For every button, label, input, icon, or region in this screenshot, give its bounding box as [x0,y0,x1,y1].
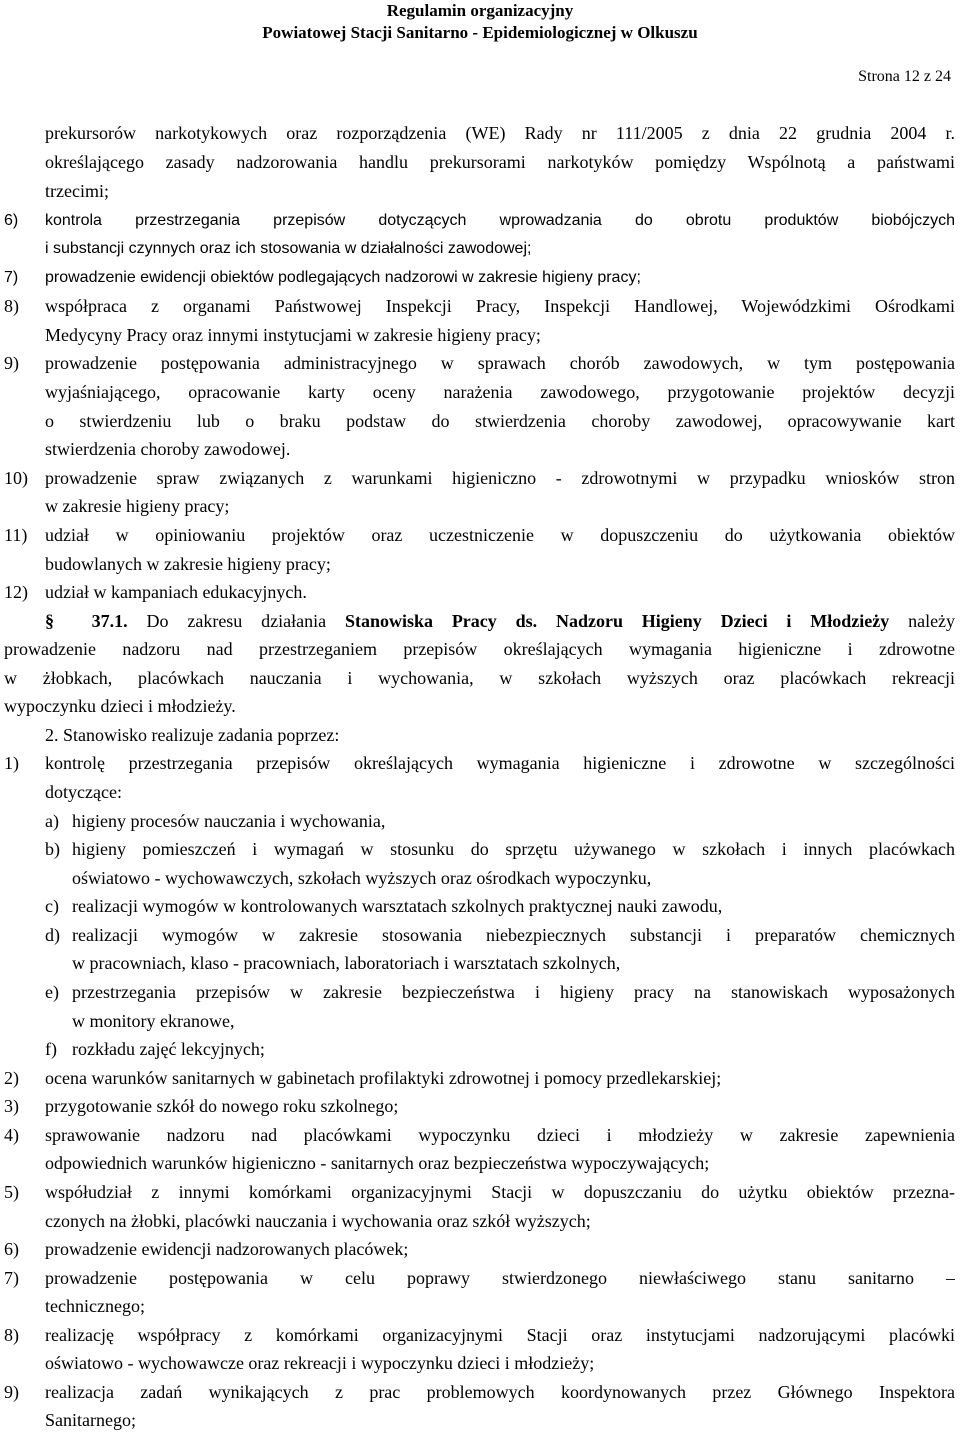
line-text: udział w opiniowaniu projektów oraz uczestniczenie w dopuszczeniu do użytkowania obiektów [45,525,955,545]
list-number: 3) [4,1096,19,1116]
line-text: współpraca z organami Państwowej Inspekcji Pracy, Inspekcji Handlowej, Wojewódzkimi Ośrodkami [45,296,955,316]
line-text: o stwierdzeniu lub o braku podstaw do stwierdzenia choroby zawodowej, opracowywanie kart [45,411,955,431]
line-text: oświatowo - wychowawcze oraz rekreacji i wypoczynku dzieci i młodzieży; [45,1353,595,1373]
line-text: kontrolę przestrzegania przepisów określających wymagania higieniczne i zdrowotne w szczególności [45,753,955,773]
list-number: 4) [4,1125,19,1145]
line-text: prowadzenie spraw związanych z warunkami higieniczno - zdrowotnymi w przypadku wniosków stron [45,468,955,488]
line-text: trzecimi; [45,181,109,201]
section-title: Stanowiska Pracy ds. Nadzoru Higieny Dzieci i Młodzieży [344,611,890,631]
list-number: 10) [4,468,28,488]
line-text: określającego zasady nadzorowania handlu prekursorami narkotyków pomiędzy Wspólnotą a państwami [45,152,955,172]
list-number: 5) [4,1182,19,1202]
line-text: prowadzenie postępowania w celu poprawy stwierdzonego niewłaściwego stanu sanitarno – [45,1268,955,1288]
list-number: 12) [4,582,28,602]
line-text: higieny pomieszczeń i wymagań w stosunku do sprzętu używanego w szkołach i innych placówkach [72,839,955,859]
line-text: Medycyny Pracy oraz innymi instytucjami w zakresie higieny pracy; [45,325,541,345]
line-text: rozkładu zajęć lekcyjnych; [72,1039,265,1059]
line-text: w żłobkach, placówkach nauczania i wychowania, w szkołach wyższych oraz placówkach rekreacji [4,668,955,688]
section-intro: Do zakresu działania [146,611,327,631]
list-number: d) [45,925,60,945]
list-number: 7) [4,269,19,286]
line-text: realizację współpracy z komórkami organizacyjnymi Stacji oraz instytucjami nadzorującymi placówki [45,1325,955,1345]
list-number: 7) [4,1268,19,1288]
line-text: przygotowanie szkół do nowego roku szkolnego; [45,1096,399,1116]
line-text: prowadzenie ewidencji nadzorowanych placówek; [45,1239,409,1259]
header-subtitle: Powiatowej Stacji Sanitarno - Epidemiologicznej w Olkuszu [262,23,698,42]
line-text: technicznego; [45,1296,145,1316]
list-number: 2) [4,1068,19,1088]
list-number: c) [45,896,59,916]
line-text: przestrzegania przepisów w zakresie bezpieczeństwa i higieny pracy na stanowiskach wyposażonych [72,982,955,1002]
line-text: wypoczynku dzieci i młodzieży. [4,696,236,716]
line-text: Sanitarnego; [45,1410,136,1430]
list-number: 9) [4,353,19,373]
line-text: realizacji wymogów w zakresie stosowania niebezpiecznych substancji i preparatów chemicznych [72,925,955,945]
list-number: 9) [4,1382,19,1402]
list-number: 6) [4,1239,19,1259]
line-text: odpowiednich warunków higieniczno - sanitarnych oraz bezpieczeństwa wypoczywających; [45,1153,710,1173]
list-number: 8) [4,1325,19,1345]
line-text: 2. Stanowisko realizuje zadania poprzez: [45,725,340,745]
list-number: f) [45,1039,57,1059]
section-verb: należy [908,611,955,631]
line-text: prowadzenie nadzoru nad przestrzeganiem przepisów określających wymagania higieniczne i zdrowotne [4,639,955,659]
line-text: współudział z innymi komórkami organizacyjnymi Stacji w dopuszczaniu do użytku obiektów przezna- [45,1182,955,1202]
line-text: wyjaśniającego, opracowanie karty oceny narażenia zawodowego, przygotowanie projektów decyzji [45,382,955,402]
section-heading [45,610,955,632]
list-number: 1) [4,753,19,773]
line-text: realizacja zadań wynikających z prac problemowych koordynowanych przez Głównego Inspektora [45,1382,955,1402]
list-number: 11) [4,525,28,545]
section-number: 37.1. [91,611,128,631]
line-text: stwierdzenia choroby zawodowej. [45,439,291,459]
line-text: budowlanych w zakresie higieny pracy; [45,554,331,574]
section-sign: § [45,611,54,631]
line-text: czonych na żłobki, placówki nauczania i wychowania oraz szkół wyższych; [45,1211,591,1231]
page-number: Strona 12 z 24 [858,68,951,85]
header-title: Regulamin organizacyjny [386,1,574,20]
line-text: prowadzenie ewidencji obiektów podlegających nadzorowi w zakresie higieny pracy; [45,269,641,286]
line-text: w zakresie higieny pracy; [45,496,230,516]
line-text: w pracowniach, klaso - pracowniach, laboratoriach i warsztatach szkolnych, [72,953,621,973]
list-number: 6) [4,212,19,229]
list-number: a) [45,811,59,831]
line-text: higieny procesów nauczania i wychowania, [72,811,386,831]
list-number: e) [45,982,59,1002]
line-text: prekursorów narkotykowych oraz rozporządzenia (WE) Rady nr 111/2005 z dnia 22 grudnia 2004 r. [45,123,955,143]
line-text: dotyczące: [45,782,122,802]
line-text: udział w kampaniach edukacyjnych. [45,582,307,602]
line-text: kontrola przestrzegania przepisów dotyczących wprowadzania do obrotu produktów biobójczych [45,212,955,229]
line-text: sprawowanie nadzoru nad placówkami wypoczynku dzieci i młodzieży w zakresie zapewnienia [45,1125,955,1145]
line-text: oświatowo - wychowawczych, szkołach wyższych oraz ośrodkach wypoczynku, [72,868,652,888]
line-text: w monitory ekranowe, [72,1011,235,1031]
line-text: i substancji czynnych oraz ich stosowania w działalności zawodowej; [45,240,532,257]
line-text: prowadzenie postępowania administracyjnego w sprawach chorób zawodowych, w tym postępowania [45,353,955,373]
list-number: 8) [4,296,19,316]
line-text: realizacji wymogów w kontrolowanych warsztatach szkolnych praktycznej nauki zawodu, [72,896,723,916]
list-number: b) [45,839,60,859]
line-text: ocena warunków sanitarnych w gabinetach profilaktyki zdrowotnej i pomocy przedlekarskiej; [45,1068,722,1088]
